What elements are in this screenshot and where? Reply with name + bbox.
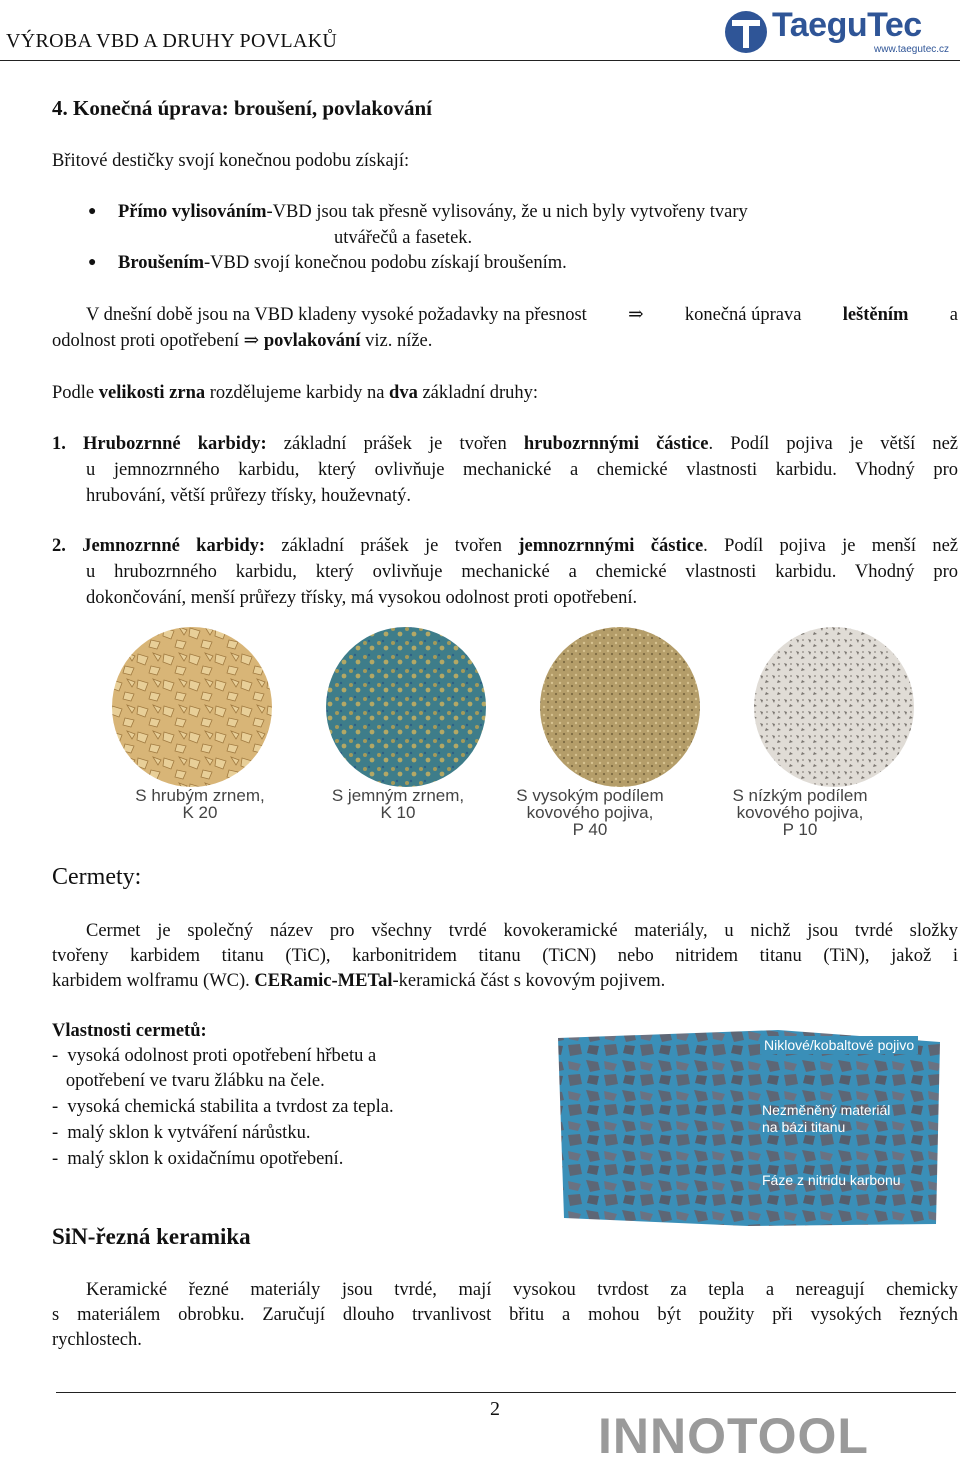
cermets-line3: karbidem wolframu (WC). CERamic-METal-keramická část s kovovým pojivem. [52, 971, 666, 991]
page-number: 2 [490, 1398, 500, 1420]
item-coarse-line1: 1. Hrubozrnné karbidy: základní prášek je tvořen hrubozrnnými částice. Podíl pojiva je větší než [52, 434, 959, 454]
logo-wordmark: TaeguTec [772, 6, 922, 44]
cermets-heading: Cermety: [52, 864, 142, 890]
intro-text: Břitové destičky svojí konečnou podobu získají: [52, 151, 410, 171]
property-item: - vysoká chemická stabilita a tvrdost za tepla. [52, 1097, 394, 1117]
circle-caption: S hrubým zrnem, K 20 [135, 786, 265, 822]
taegutec-logo [724, 4, 956, 62]
property-item: - vysoká odolnost proti opotřebení hřbetu a [52, 1046, 377, 1066]
circle-caption: S nízkým podílem kovového pojiva, P 10 [732, 786, 868, 839]
low-binder-sample [754, 627, 914, 787]
innotool-logo: INNOTOOL [598, 1408, 869, 1464]
bullet-dot: ● [88, 255, 97, 270]
item-fine-line1: 2. Jemnozrnné karbidy: základní prášek je tvořen jemnozrnnými částice. Podíl pojiva je menší než [52, 536, 959, 556]
sin-heading: SiN-řezná keramika [52, 1224, 251, 1249]
cermet-microstructure-image [548, 1028, 944, 1228]
item-coarse-line3: hrubování, větší průřezy třísky, houževnatý. [86, 486, 412, 506]
property-item: opotřebení ve tvaru žlábku na čele. [52, 1071, 325, 1091]
document-header-title: VÝROBA VBD A DRUHY POVLAKŮ [6, 30, 338, 52]
section-heading: 4. Konečná úprava: broušení, povlakování [52, 96, 433, 120]
item-fine-line3: dokončování, menší průřezy třísky, má vysokou odolnost proti opotřebení. [86, 588, 638, 608]
paragraph-precision: V dnešní době jsou na VBD kladeny vysoké požadavky na přesnost ⇒ konečná úprava leštěním a [86, 305, 958, 325]
label-binder: Niklové/kobaltové pojivo [760, 1036, 918, 1054]
header-divider [0, 60, 960, 61]
property-item: - malý sklon k vytváření nárůstku. [52, 1123, 311, 1143]
high-binder-sample [540, 627, 700, 787]
bullet-item: Přímo vylisováním-VBD jsou tak přesně vylisovány, že u nich byly vytvořeny tvary [118, 202, 748, 222]
label-titanium-material: Nezměněný materiál na bázi titanu [762, 1102, 891, 1135]
sin-line2: s materiálem obrobku. Zaručují dlouho trvanlivost břitu a mohou být použity při vysokých řezných [52, 1305, 958, 1325]
cermets-line2: tvořeny karbidem titanu (TiC), karbonitridem titanu (TiCN) nebo nitridem titanu (TiN), jakož i [52, 946, 958, 966]
circle-caption: S vysokým podílem kovového pojiva, P 40 [516, 786, 664, 839]
coarse-grain-sample [112, 627, 272, 787]
cermets-properties-heading: Vlastnosti cermetů: [52, 1021, 207, 1041]
sin-line3: rychlostech. [52, 1330, 142, 1350]
paragraph-precision-cont: odolnost proti opotřebení ⇒ povlakování viz. níže. [52, 331, 433, 351]
bullet-item: Broušením-VBD svojí konečnou podobu získají broušením. [118, 253, 567, 273]
footer-divider [56, 1392, 956, 1393]
sin-line1: Keramické řezné materiály jsou tvrdé, mají vysokou tvrdost za tepla a nereagují chemicky [86, 1280, 958, 1300]
bullet-item-continuation: utvářečů a fasetek. [334, 228, 473, 248]
item-fine-line2: u hrubozrnného karbidu, který ovlivňuje mechanické a chemické vlastnosti karbidu. Vhodný pro [86, 562, 958, 582]
logo-url: www.taegutec.cz [874, 44, 950, 55]
taegutec-emblem-icon [724, 6, 768, 58]
carbide-grain-images [110, 625, 950, 795]
cermets-line1: Cermet je společný název pro všechny tvrdé kovokeramické materiály, u nichž jsou tvrdé složky [86, 921, 958, 941]
fine-grain-sample [326, 627, 486, 787]
property-item: - malý sklon k oxidačnímu opotřebení. [52, 1149, 344, 1169]
label-carbonitride-phase: Fáze z nitridu karbonu [762, 1172, 901, 1188]
paragraph-grain-size: Podle velikosti zrna rozdělujeme karbidy na dva základní druhy: [52, 383, 539, 403]
item-coarse-line2: u jemnozrnného karbidu, který ovlivňuje mechanické a chemické vlastnosti karbidu. Vhodný pro [86, 460, 958, 480]
circle-caption: S jemným zrnem, K 10 [331, 786, 465, 822]
bullet-dot: ● [88, 204, 97, 219]
